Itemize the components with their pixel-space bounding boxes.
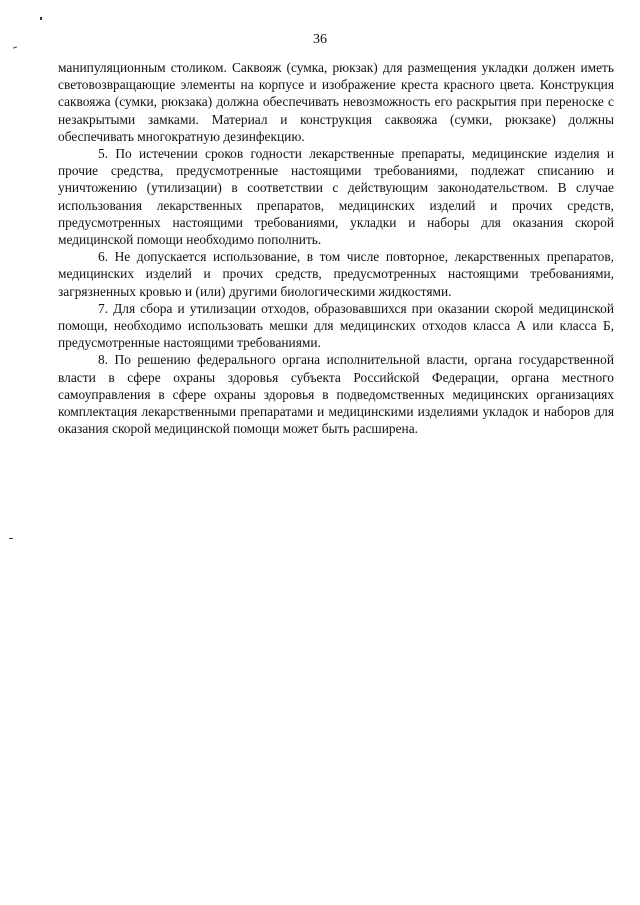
paragraph-item-6: 6. Не допускается использование, в том числе повторное, лекарственных препаратов, медицинских изделий и прочих средств, предусмотренных настоящими требованиями, загрязненных кровью и (или) другими биологическими жидкостями. — [58, 249, 614, 299]
scan-speck — [40, 17, 42, 20]
paragraph-continuation: манипуляционным столиком. Саквояж (сумка, рюкзак) для размещения укладки должен иметь световозвращающие элементы на корпусе и изображение креста красного цвета. Конструкция саквояжа (сумки, рюкзака) должна обеспечивать невозможность его раскрытия при переноске с незакрытыми замками. Материал и конструкция саквояжа (сумки, рюкзаке) должны обеспечивать многократную дезинфекцию. — [58, 60, 614, 144]
paragraph-item-5: 5. По истечении сроков годности лекарственные препараты, медицинские изделия и прочие средства, предусмотренные настоящими требованиями, подлежат списанию и уничтожению (утилизации) в соответствии с действующим законодательством. В случае использования лекарственных препаратов, медицинских изделий и прочих средств, предусмотренных настоящими требованиями, укладки и наборы для оказания скорой медицинской помощи необходимо пополнить. — [58, 146, 614, 248]
paragraph-item-8: 8. По решению федерального органа исполнительной власти, органа государственной власти в сфере охраны здоровья субъекта Российской Федерации, органа местного самоуправления в сфере охраны здоровья в подведомственных медицинских организациях комплектация лекарственными препаратами и медицинскими изделиями укладок и наборов для оказания скорой медицинской помощи может быть расширена. — [58, 352, 614, 437]
page-number: 36 — [313, 32, 327, 47]
scan-speck — [9, 538, 13, 539]
paragraph-item-7: 7. Для сбора и утилизации отходов, образовавшихся при оказании скорой медицинской помощи, необходимо использовать мешки для медицинских отходов класса А или класса Б, предусмотренные настоящими требованиями. — [58, 300, 614, 351]
document-body — [58, 59, 614, 437]
